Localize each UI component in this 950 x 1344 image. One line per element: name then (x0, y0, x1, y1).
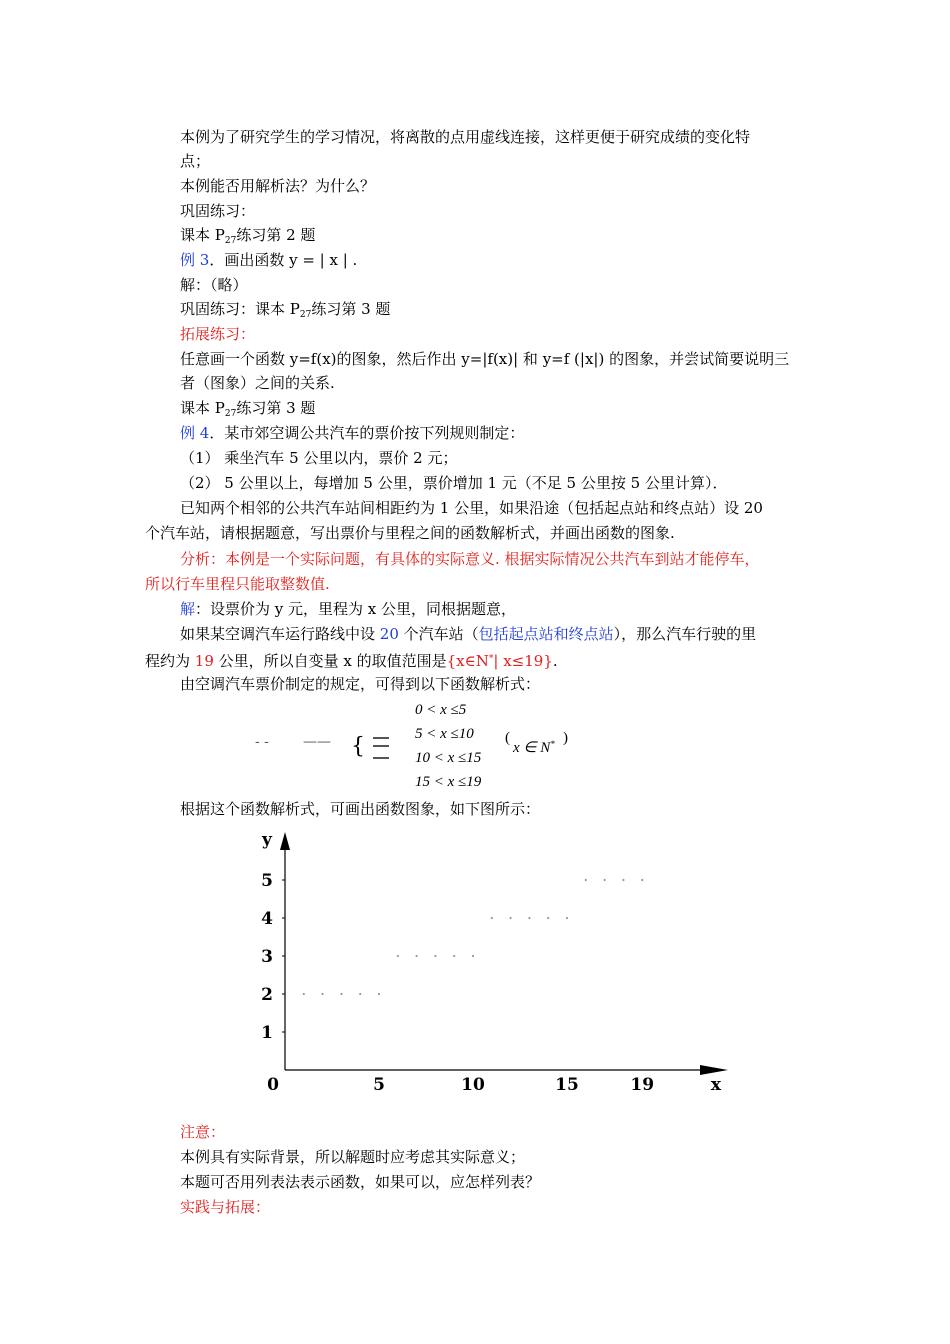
text-segment: ．画出函数 y = | x | . (209, 251, 358, 269)
text-line-l20 (180, 598, 516, 620)
text-line-l11 (180, 372, 335, 394)
text-segment: ：设票价为 y 元，里程为 x 公里，同根据题意， (195, 600, 517, 618)
x-axis-arrow (700, 1065, 728, 1075)
x-tick-label: 5 (373, 1075, 385, 1095)
text-line-l13 (180, 422, 524, 444)
data-point (528, 917, 530, 919)
text-line-l7 (180, 274, 248, 296)
text-segment: 如果某空调汽车运行路线中设 (180, 625, 380, 643)
text-segment: 由空调汽车票价制定的规定，可得到以下函数解析式： (180, 675, 541, 693)
text-segment: 注意： (180, 1123, 226, 1141)
data-point (641, 879, 643, 881)
formula-case-2: 5 < x ≤10 (415, 726, 474, 742)
text-line-l5 (180, 224, 315, 252)
text-line-l1 (180, 126, 750, 148)
data-point (510, 917, 512, 919)
y-tick-label: 3 (261, 947, 273, 967)
text-line-l17 (145, 522, 675, 544)
text-line-l15 (180, 472, 727, 494)
formula-brace: { (351, 734, 365, 759)
y-tick-label: 2 (261, 985, 273, 1005)
formula-case-4: 15 < x ≤19 (415, 774, 482, 790)
text-line-l18 (180, 548, 760, 570)
text-line-l10 (180, 348, 789, 370)
text-segment: 解：（略） (180, 276, 248, 294)
text-segment: 拓展练习： (180, 325, 256, 343)
fare-graph-svg (250, 828, 730, 1098)
formula-case-3: 10 < x ≤15 (415, 750, 482, 766)
text-segment: 练习第 2 题 (236, 226, 316, 244)
text-line-l21 (180, 623, 756, 645)
y-tick-label: 4 (261, 909, 273, 929)
text-segment: 本例为了研究学生的学习情况，将离散的点用虚线连接，这样更便于研究成绩的变化特 (180, 128, 751, 146)
text-line-l16 (180, 497, 763, 519)
text-segment: 练习第 3 题 (311, 300, 391, 318)
data-point (604, 879, 606, 881)
text-segment: * (488, 654, 494, 664)
text-line-l28 (180, 1196, 270, 1218)
text-segment: 解 (180, 600, 196, 618)
text-segment: 者（图象）之间的关系. (180, 374, 335, 392)
text-line-l22 (145, 648, 558, 672)
text-segment: 例 3 (180, 251, 210, 269)
x-tick-label: 15 (555, 1075, 579, 1095)
data-point (566, 917, 568, 919)
text-line-l23 (180, 673, 540, 695)
text-segment: （2） 5 公里以上，每增加 5 公里，票价增加 1 元（不足 5 公里按 5 公里计算）． (180, 474, 728, 492)
piecewise-formula (255, 698, 595, 796)
data-point (453, 955, 455, 957)
x-tick-label: 0 (267, 1075, 279, 1095)
text-segment: 例 4 (180, 424, 210, 442)
formula-domain (513, 738, 555, 757)
text-segment: 本题可否用列表法表示函数，如果可以，应怎样列表？ (180, 1173, 541, 1191)
text-segment: 本例具有实际背景，所以解题时应考虑其实际意义； (180, 1148, 526, 1166)
formula-domain-sup: * (550, 739, 555, 749)
text-line-l3 (180, 175, 375, 197)
y-axis-arrow (280, 832, 290, 850)
text-segment: 27 (224, 236, 237, 246)
text-line-l2 (180, 150, 210, 172)
text-segment: 程约为 (145, 652, 195, 670)
text-segment: 分析：本例是一个实际问题，有具体的实际意义. 根据实际情况公共汽车到站才能停车， (180, 550, 760, 568)
data-point (491, 917, 493, 919)
text-segment: 巩固练习：课本 P (180, 300, 300, 318)
formula-case-1: 0 < x ≤5 (415, 702, 467, 718)
text-line-l24 (180, 798, 540, 820)
text-line-l6 (180, 249, 357, 271)
text-line-l19 (145, 573, 330, 595)
data-point (303, 993, 305, 995)
text-segment: 27 (224, 409, 237, 419)
x-axis-label: x (710, 1075, 722, 1095)
text-segment: 所以行车里程只能取整数值. (145, 575, 330, 593)
text-segment: 个汽车站，请根据题意，写出票价与里程之间的函数解析式，并画出函数的图象. (145, 524, 675, 542)
text-line-l25 (180, 1121, 225, 1143)
text-line-l9 (180, 323, 255, 345)
text-segment: 练习第 3 题 (236, 399, 316, 417)
text-segment: 19 (194, 652, 214, 670)
y-tick-label: 5 (261, 871, 273, 891)
data-point (472, 955, 474, 957)
text-segment: 已知两个相邻的公共汽车站间相距约为 1 公里，如果沿途（包括起点站和终点站）设 20 (180, 499, 763, 517)
text-line-l8 (180, 298, 390, 326)
formula-domain-open: ( (505, 730, 510, 746)
data-point (359, 993, 361, 995)
text-line-l14 (180, 447, 457, 469)
text-segment: 公里，所以自变量 x 的取值范围是 (213, 652, 447, 670)
data-point (547, 917, 549, 919)
data-point (434, 955, 436, 957)
text-segment: ），那么汽车行驶的里 (613, 625, 757, 643)
text-segment: （1） 乘坐汽车 5 公里以内，票价 2 元； (180, 449, 458, 467)
formula-mid-dash: —— (303, 734, 331, 750)
formula-domain-text: x ∈ N (513, 740, 551, 756)
text-line-l26 (180, 1146, 525, 1168)
text-segment: 点； (180, 152, 211, 170)
text-segment: 27 (299, 310, 312, 320)
text-segment: 本例能否用解析法？为什么？ (180, 177, 376, 195)
text-line-l4 (180, 200, 255, 222)
x-tick-label: 10 (461, 1075, 485, 1095)
text-segment: 包括起点站和终点站 (478, 625, 614, 643)
formula-left-dash: - - (255, 734, 269, 750)
formula-stack-glyph (373, 737, 389, 759)
text-segment: 课本 P (180, 226, 225, 244)
text-segment: 根据这个函数解析式，可画出函数图象，如下图所示： (180, 800, 541, 818)
data-point (622, 879, 624, 881)
text-line-l12 (180, 397, 315, 425)
data-point (416, 955, 418, 957)
formula-domain-close: ) (563, 730, 568, 746)
fare-graph (250, 828, 730, 1098)
text-segment: 任意画一个函数 y=f(x)的图象，然后作出 y=|f(x)| 和 y=f (|x|) 的图象，并尝试简要说明三 (180, 350, 790, 368)
text-segment: 个汽车站（ (398, 625, 479, 643)
text-segment: {x∈N (446, 652, 489, 670)
x-tick-label: 19 (630, 1075, 655, 1095)
y-tick-label: 1 (261, 1023, 273, 1043)
text-line-l27 (180, 1171, 540, 1193)
data-point (322, 993, 324, 995)
data-point (585, 879, 587, 881)
data-point (378, 993, 380, 995)
text-segment: ．某市郊空调公共汽车的票价按下列规则制定： (209, 424, 525, 442)
y-axis-label: y (262, 830, 272, 850)
data-point (340, 993, 342, 995)
text-segment: 实践与拓展： (180, 1198, 271, 1216)
text-segment: 课本 P (180, 399, 225, 417)
text-segment: 20 (379, 625, 399, 643)
text-segment: | x≤19} (493, 652, 553, 670)
text-segment: . (552, 652, 558, 670)
data-point (397, 955, 399, 957)
text-segment: 巩固练习： (180, 202, 256, 220)
